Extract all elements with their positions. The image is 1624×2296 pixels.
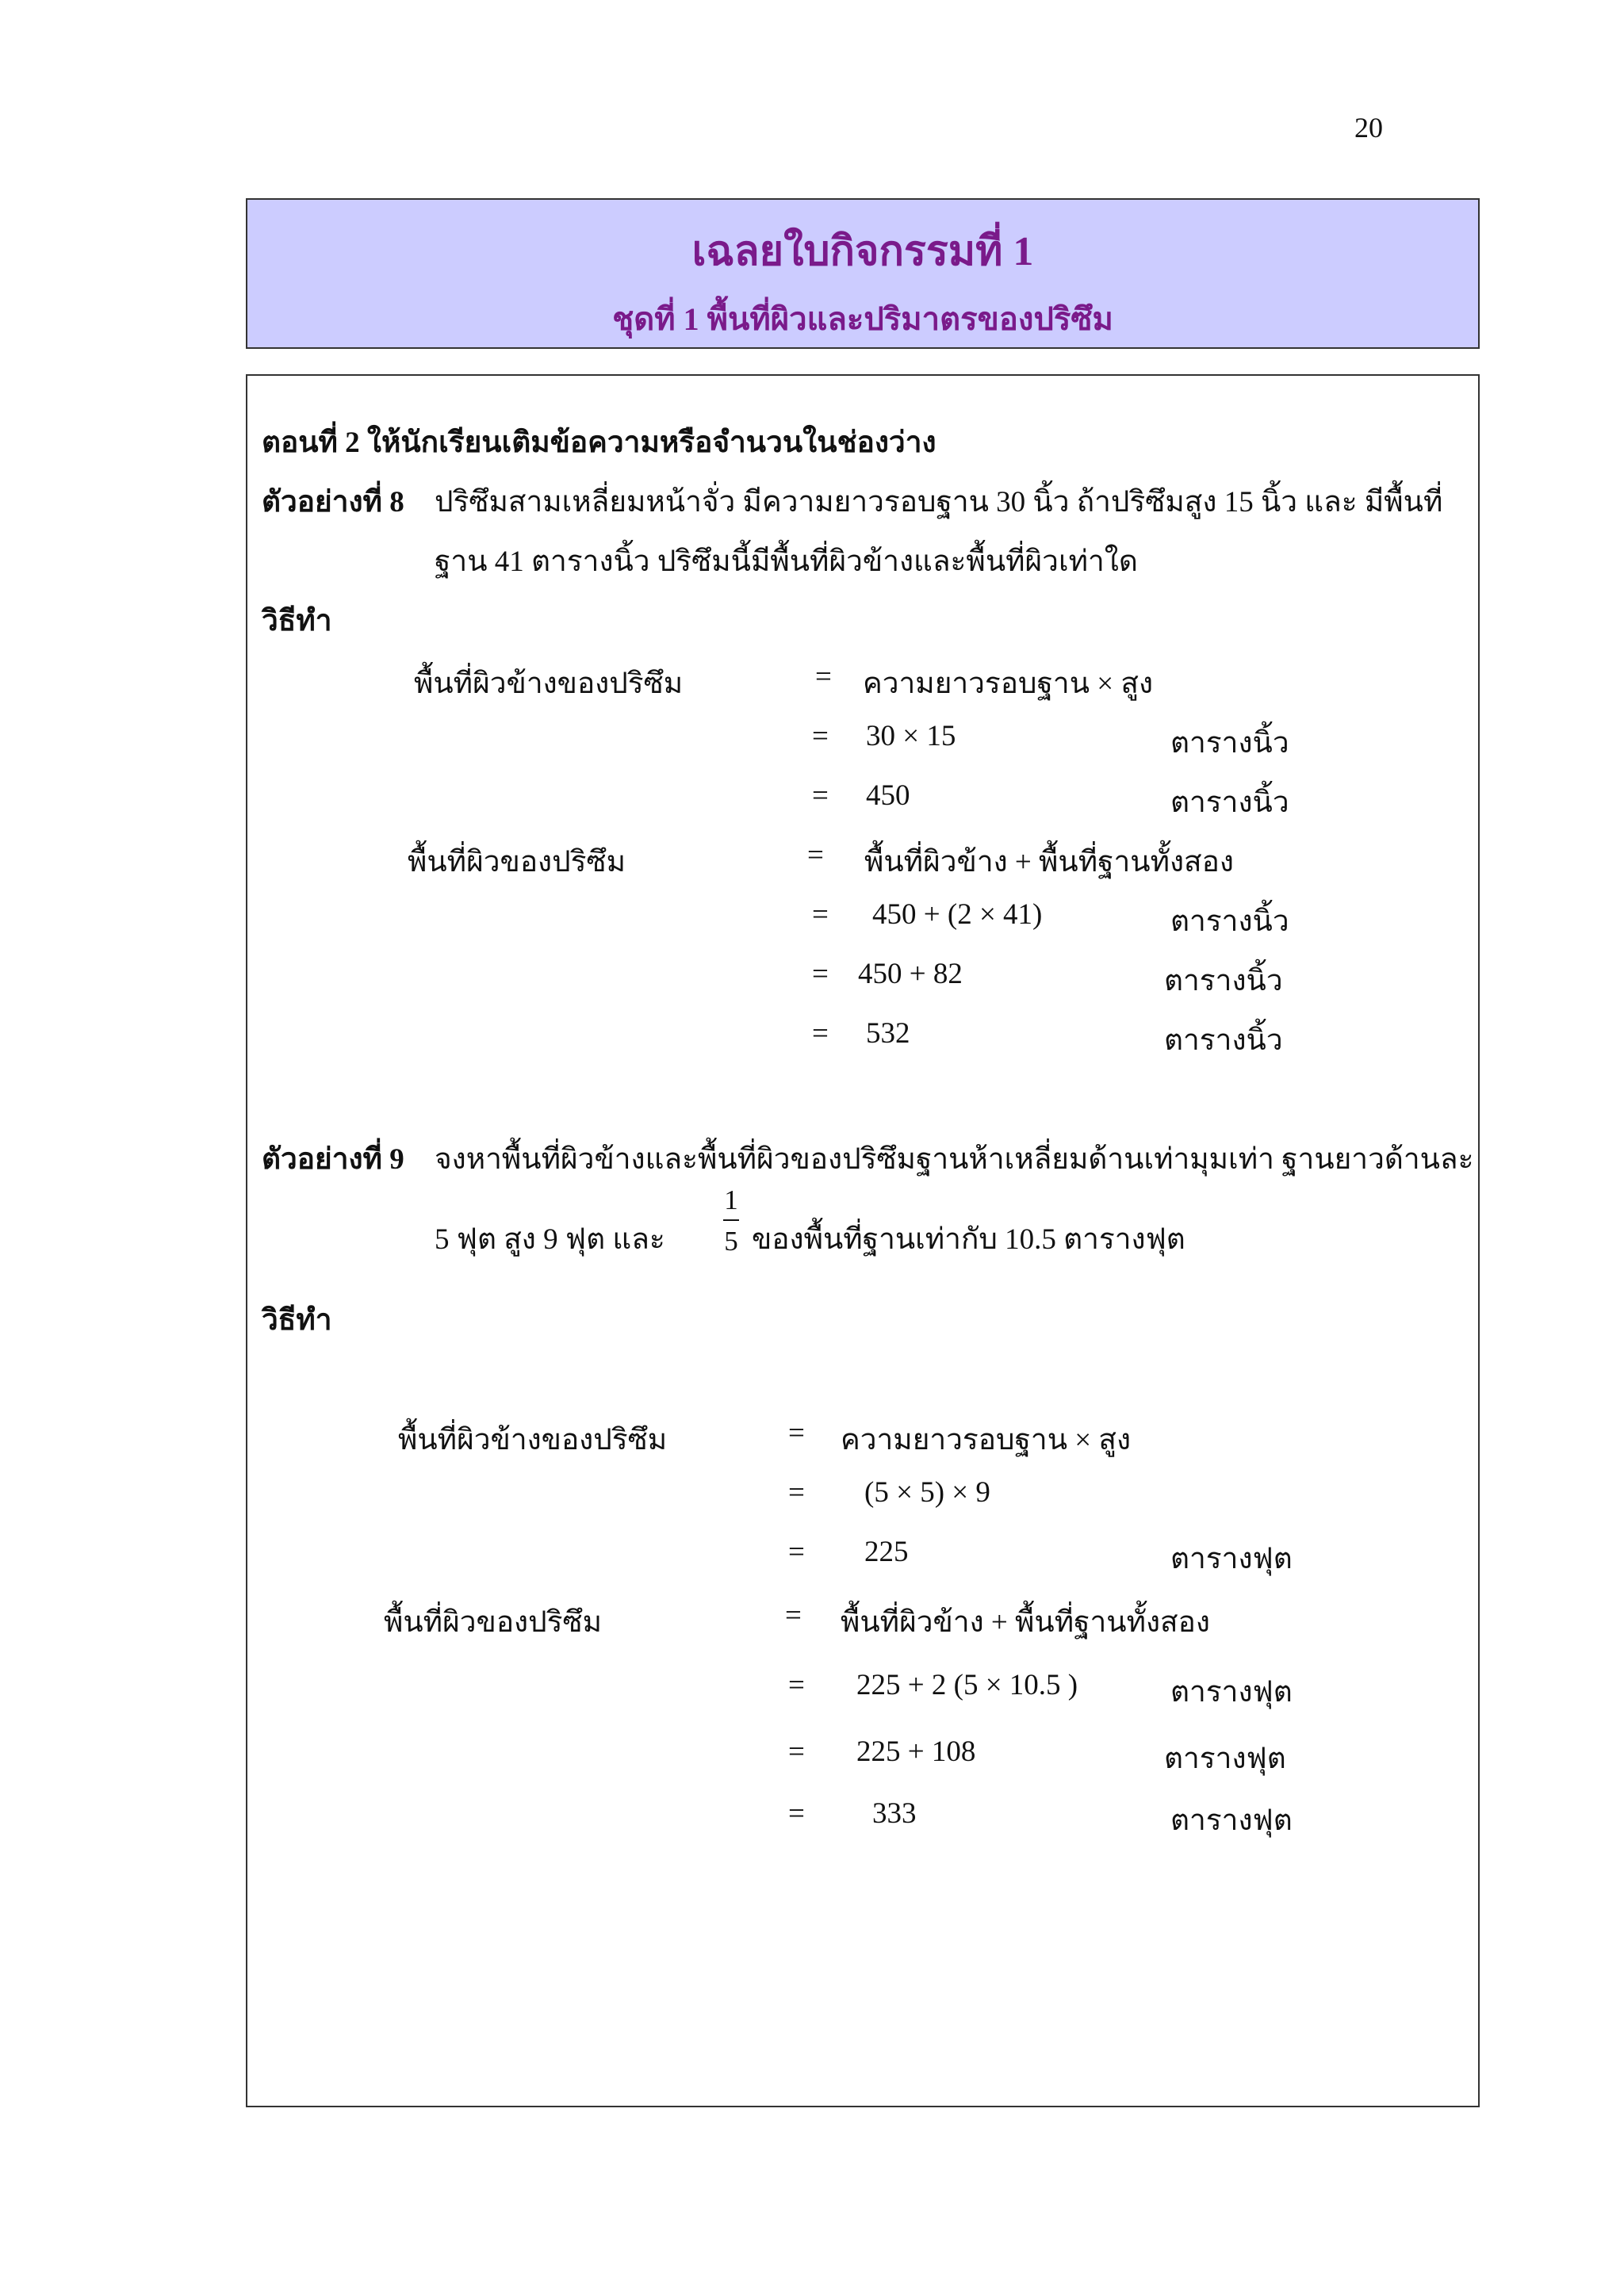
example-8-step-3-unit: ตารางนิ้ว	[1170, 786, 1289, 819]
example-8-step-7-expr: 532	[866, 1017, 910, 1050]
example-8-step-7-equals: =	[812, 1017, 829, 1050]
example-8-step-4-equals: =	[807, 839, 824, 871]
fraction-bar	[723, 1219, 739, 1221]
example-9-problem-line-2-after: ของพื้นที่ฐานเท่ากับ 10.5 ตารางฟุต	[752, 1223, 1185, 1256]
example-9-method-label: วิธีทำ	[262, 1304, 332, 1337]
example-9-step-6-expr: 225 + 108	[856, 1735, 976, 1768]
example-9-total-label: พื้นที่ผิวของปริซึม	[384, 1606, 602, 1639]
example-8-step-6-unit: ตารางนิ้ว	[1164, 965, 1283, 997]
example-9-step-7-equals: =	[788, 1797, 805, 1830]
section-heading: ตอนที่ 2 ให้นักเรียนเติมข้อความหรือจำนวนในช่องว่าง	[262, 427, 936, 459]
example-9-problem-line-1: จงหาพื้นที่ผิวข้างและพื้นที่ผิวของปริซึมฐานห้าเหลี่ยมด้านเท่ามุมเท่า ฐานยาวด้านละ	[435, 1143, 1474, 1176]
example-8-step-2-equals: =	[812, 720, 829, 752]
example-8-step-2-unit: ตารางนิ้ว	[1170, 727, 1289, 760]
example-9-step-7-expr: 333	[872, 1797, 917, 1830]
example-9-step-2-equals: =	[788, 1476, 805, 1509]
example-9-step-3-expr: 225	[864, 1536, 909, 1568]
page-number: 20	[1354, 112, 1383, 144]
example-9-step-5-unit: ตารางฟุต	[1170, 1676, 1293, 1709]
example-8-method-label: วิธีทำ	[262, 605, 332, 637]
example-8-step-5-expr: 450 + (2 × 41)	[872, 898, 1043, 931]
example-9-step-5-equals: =	[788, 1669, 805, 1701]
example-9-step-7-unit: ตารางฟุต	[1170, 1804, 1293, 1837]
example-9-step-3-unit: ตารางฟุต	[1170, 1543, 1293, 1575]
example-9-step-2-expr: (5 × 5) × 9	[864, 1476, 990, 1509]
example-9-step-1-expr: ความยาวรอบฐาน × สูง	[841, 1424, 1132, 1456]
example-8-step-1-expr: ความยาวรอบฐาน × สูง	[863, 668, 1154, 700]
example-8-problem-line-2: ฐาน 41 ตารางนิ้ว ปริซึมนี้มีพื้นที่ผิวข้างและพื้นที่ผิวเท่าใด	[435, 545, 1138, 578]
example-9-problem-line-2-before: 5 ฟุต สูง 9 ฟุต และ	[435, 1223, 665, 1256]
fraction-denominator: 5	[724, 1226, 738, 1257]
example-8-step-6-equals: =	[812, 958, 829, 990]
example-9-step-6-equals: =	[788, 1735, 805, 1768]
example-9-lateral-label: พื้นที่ผิวข้างของปริซึม	[398, 1424, 668, 1456]
example-8-step-6-expr: 450 + 82	[858, 958, 963, 990]
example-9-step-3-equals: =	[788, 1536, 805, 1568]
example-9-step-5-expr: 225 + 2 (5 × 10.5 )	[856, 1669, 1078, 1701]
example-8-step-3-equals: =	[812, 779, 829, 812]
example-9-step-4-expr: พื้นที่ผิวข้าง + พื้นที่ฐานทั้งสอง	[841, 1606, 1210, 1639]
example-8-step-2-expr: 30 × 15	[866, 720, 956, 752]
example-8-problem-line-1: ปริซึมสามเหลี่ยมหน้าจั่ว มีความยาวรอบฐาน 30 นิ้ว ถ้าปริซึมสูง 15 นิ้ว และ มีพื้นที่	[435, 486, 1443, 519]
fraction-numerator: 1	[724, 1184, 738, 1215]
example-8-step-5-equals: =	[812, 898, 829, 931]
example-8-step-5-unit: ตารางนิ้ว	[1170, 905, 1289, 938]
title-banner	[246, 198, 1480, 349]
example-9-step-1-equals: =	[788, 1417, 805, 1449]
example-9-label: ตัวอย่างที่ 9	[262, 1143, 404, 1176]
example-8-step-4-expr: พื้นที่ผิวข้าง + พื้นที่ฐานทั้งสอง	[864, 846, 1234, 878]
example-8-total-label: พื้นที่ผิวของปริซึม	[408, 846, 626, 878]
example-9-step-6-unit: ตารางฟุต	[1164, 1743, 1286, 1775]
page-title: เฉลยใบกิจกรรมที่ 1	[691, 229, 1034, 274]
example-8-label: ตัวอย่างที่ 8	[262, 486, 404, 519]
page-subtitle: ชุดที่ 1 พื้นที่ผิวและปริมาตรของปริซึม	[612, 301, 1113, 337]
fraction-one-fifth	[717, 1183, 745, 1259]
example-8-step-1-equals: =	[815, 660, 832, 693]
example-8-step-3-expr: 450	[866, 779, 910, 812]
example-9-step-4-equals: =	[785, 1599, 802, 1632]
example-8-step-7-unit: ตารางนิ้ว	[1164, 1024, 1283, 1057]
example-8-lateral-label: พื้นที่ผิวข้างของปริซึม	[414, 668, 684, 700]
